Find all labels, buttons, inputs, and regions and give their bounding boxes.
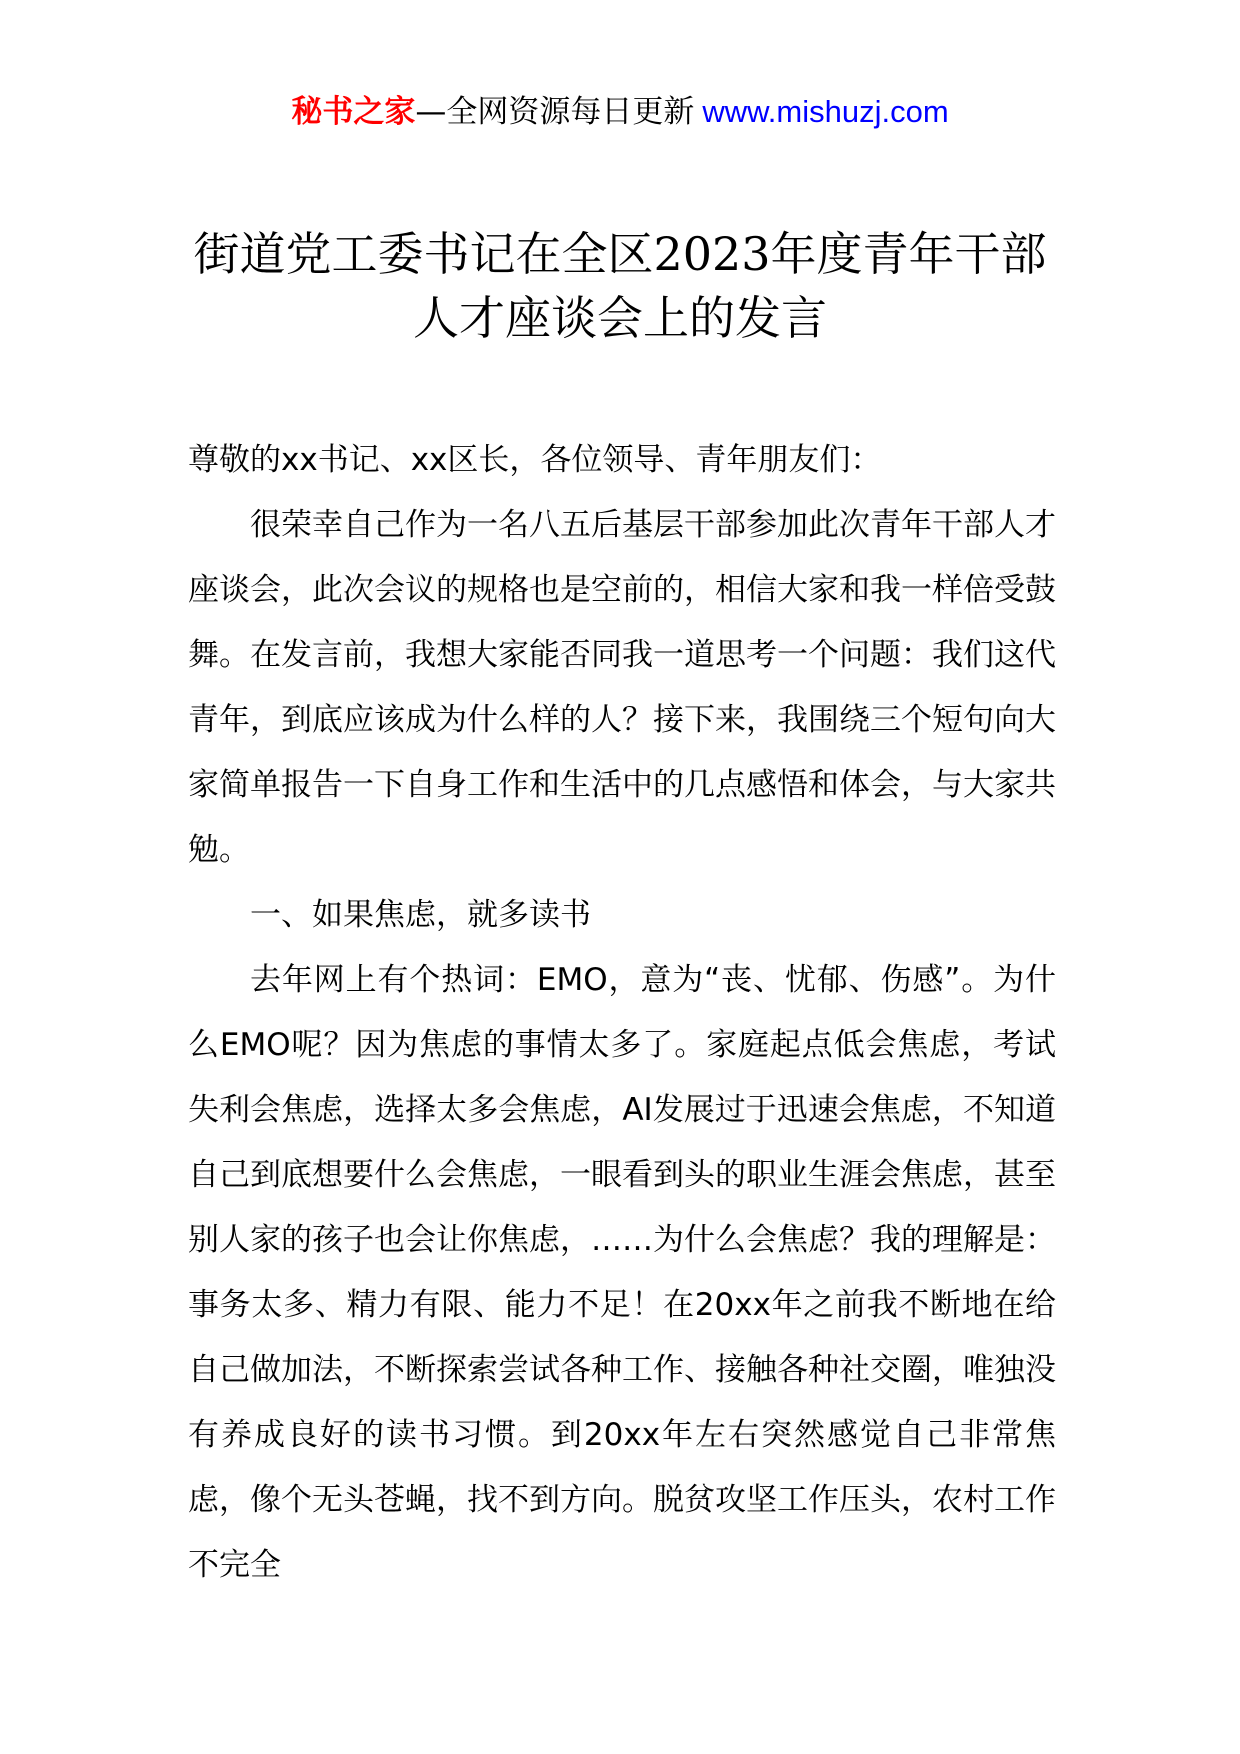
brand-name: 秘书之家: [291, 94, 416, 130]
title-line-1: 街道党工委书记在全区2023年度青年干部: [193, 227, 1047, 281]
paragraph-intro: 很荣幸自己作为一名八五后基层干部参加此次青年干部人才座谈会，此次会议的规格也是空前的，相信大家和我一样倍受鼓舞。在发言前，我想大家能否同我一道思考一个问题：我们这代青年，到底应该成为什么样的人？接下来，我围绕三个短句向大家简单报告一下自身工作和生活中的几点感悟和体会，与大家共勉。: [188, 507, 1056, 868]
salutation: 尊敬的xx书记、xx区长，各位领导、青年朋友们：: [188, 442, 882, 478]
site-header: [0, 92, 1240, 132]
document-body: [188, 428, 1056, 1598]
site-url-link[interactable]: www.mishuzj.com: [702, 94, 949, 129]
title-line-2: 人才座谈会上的发言: [413, 291, 827, 345]
section-heading-1: 一、如果焦虑，就多读书: [250, 897, 591, 933]
header-tagline: —全网资源每日更新: [415, 94, 695, 130]
paragraph-section-1: 去年网上有个热词：EMO，意为“丧、忧郁、伤感”。为什么EMO呢？因为焦虑的事情太多了。家庭起点低会焦虑，考试失利会焦虑，选择太多会焦虑，AI发展过于迅速会焦虑，不知道自己到底想要什么会焦虑，一眼看到头的职业生涯会焦虑，甚至别人家的孩子也会让你焦虑，……为什么会焦虑？我的理解是：事务太多、精力有限、能力不足！在20xx年之前我不断地在给自己做加法，不断探索尝试各种工作、接触各种社交圈，唯独没有养成良好的读书习惯。到20xx年左右突然感觉自己非常焦虑，像个无头苍蝇，找不到方向。脱贫攻坚工作压头，农村工作不完全: [188, 962, 1056, 1583]
document-title: [150, 222, 1090, 350]
